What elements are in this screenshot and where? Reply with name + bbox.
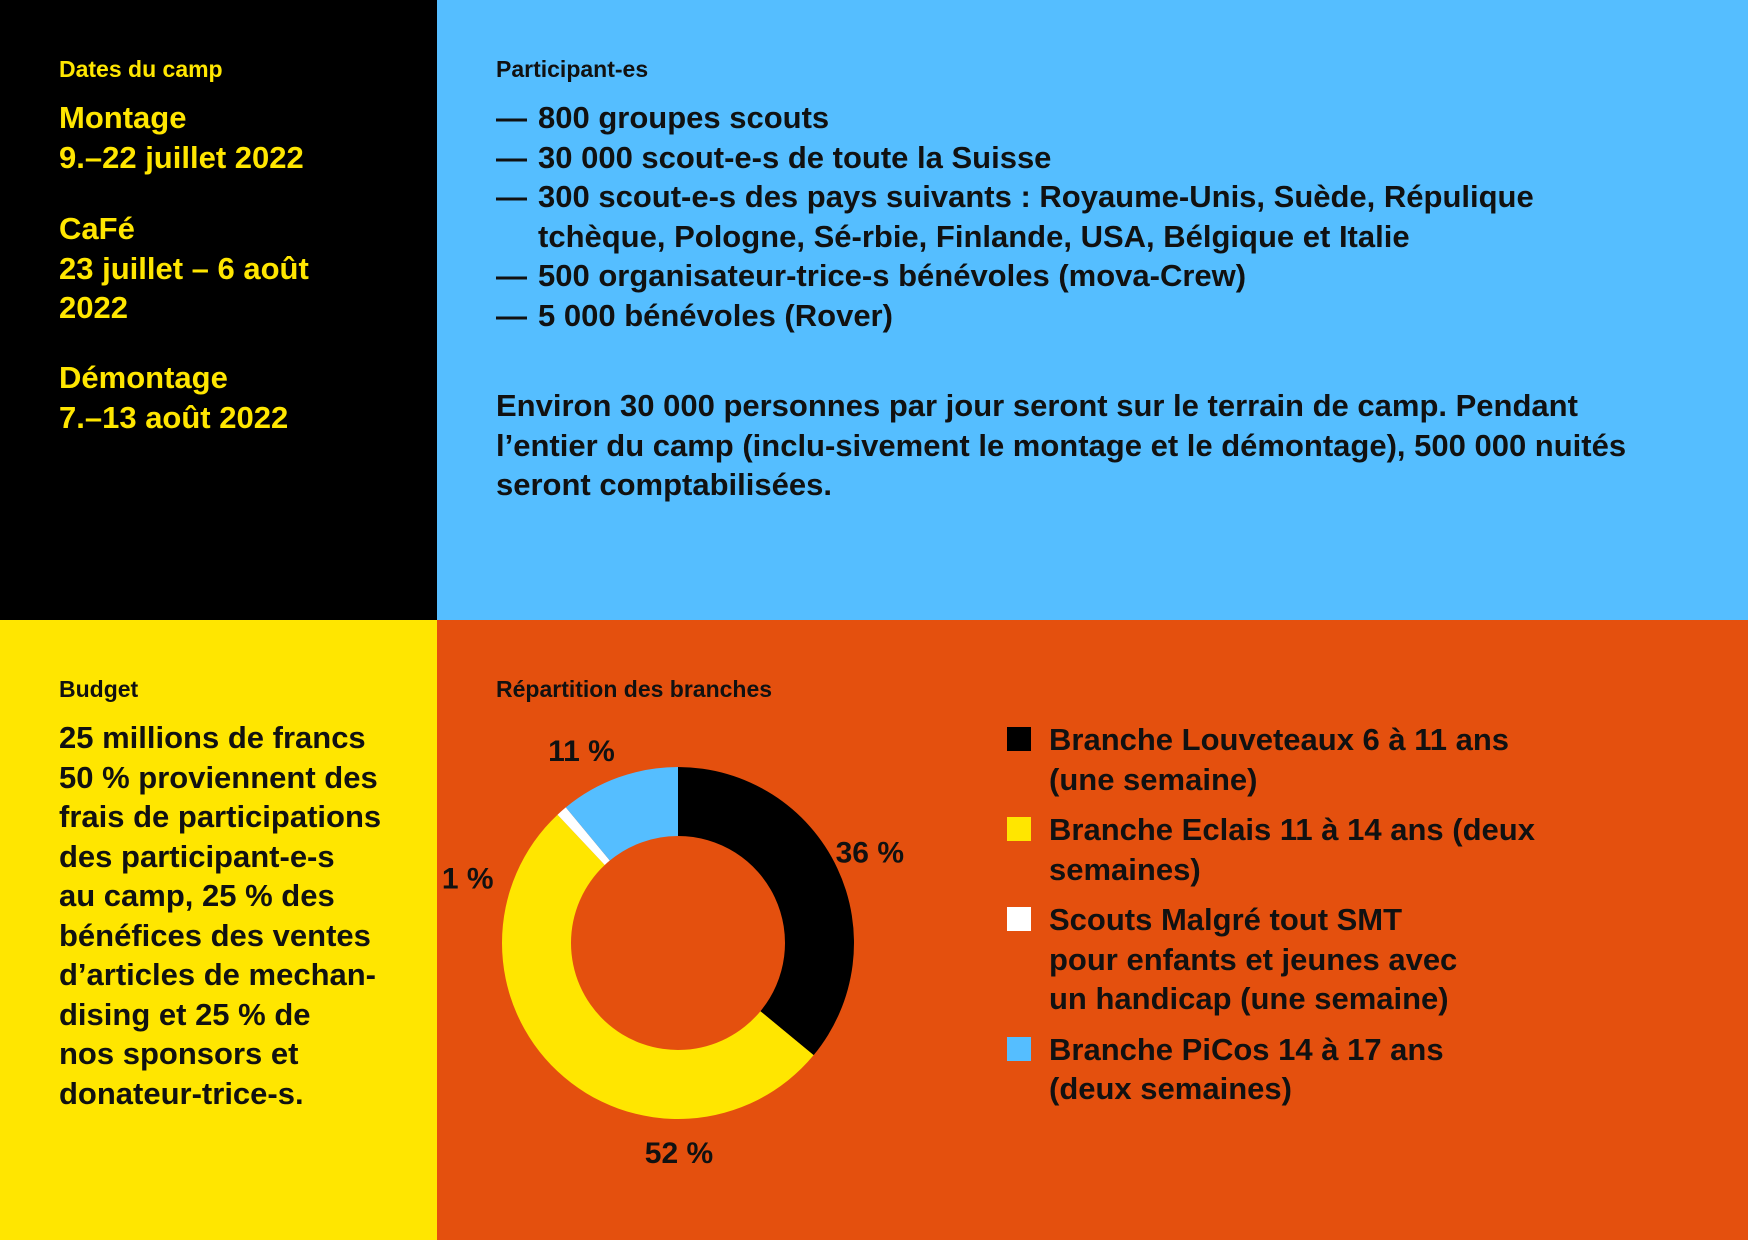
participants-panel [437, 0, 1748, 620]
legend-swatch [1007, 817, 1031, 841]
date-montage: Montage 9.–22 juillet 2022 [59, 100, 304, 175]
legend-swatch [1007, 727, 1031, 751]
list-item [496, 177, 1636, 256]
legend-label: Branche Louveteaux 6 à 11 ans (une semaine) [1049, 722, 1510, 797]
bullet-dash: — [496, 258, 527, 293]
date-demontage: Démontage 7.–13 août 2022 [59, 360, 289, 435]
list-item [496, 296, 1636, 336]
bullet-dash: — [496, 179, 527, 214]
list-item [496, 98, 1636, 138]
budget-panel [0, 620, 437, 1240]
list-item-text: 800 groupes scouts [538, 100, 830, 135]
participants-label: Participant-es [496, 56, 649, 82]
legend-item [1007, 1030, 1627, 1109]
participants-list [496, 98, 1636, 335]
list-item-text: 500 organisateur-trice-s bénévoles (mova-Crew) [538, 258, 1247, 293]
dates-panel [0, 0, 437, 620]
list-item [496, 138, 1636, 178]
slice-label: 52 % [644, 1137, 714, 1170]
list-item-text: 30 000 scout-e-s de toute la Suisse [538, 139, 1052, 175]
chart-legend [1007, 720, 1627, 1120]
date-cafe: CaFé 23 juillet – 6 août 2022 [59, 211, 309, 325]
legend-label: Branche PiCos 14 à 17 ans (deux semaines) [1049, 1031, 1444, 1106]
dates-label: Dates du camp [59, 56, 223, 82]
donut-chart [437, 620, 957, 1240]
legend-item [1007, 720, 1627, 799]
legend-item [1007, 900, 1627, 1019]
bullet-dash: — [496, 100, 527, 135]
list-item-text: 5 000 bénévoles (Rover) [538, 297, 893, 333]
legend-item [1007, 810, 1627, 889]
bullet-dash: — [496, 139, 527, 175]
legend-swatch [1007, 1037, 1031, 1061]
slice-label: 1 % [441, 862, 494, 896]
legend-label: Scouts Malgré tout SMT pour enfants et jeunes avec un handicap (une semaine) [1049, 902, 1458, 1016]
list-item [496, 256, 1636, 296]
budget-text: 25 millions de francs 50 % proviennent des frais de participations des participant-e-s au camp, 25 % des bénéfices des ventes d’articles de mechan- dising et 25 % de nos sponsors et donateur-trice-s. [59, 720, 382, 1111]
slice-label: 11 % [548, 734, 615, 768]
chart-title: Répartition des branches [496, 676, 773, 702]
budget-label: Budget [59, 676, 139, 702]
slice-label: 36 % [835, 836, 905, 870]
chart-panel [437, 620, 1748, 1240]
legend-swatch [1007, 907, 1031, 931]
participants-paragraph: Environ 30 000 personnes par jour seront sur le terrain de camp. Pendant l’entier du camp (inclu-sivement le montage et le démontage), 500 000 nuités seront comptabilisées. [496, 388, 1627, 502]
bullet-dash: — [496, 297, 527, 333]
donut-slice [678, 767, 854, 1055]
list-item-text: 300 scout-e-s des pays suivants : Royaume-Unis, Suède, Répulique tchèque, Pologne, Sé-rbie, Finlande, USA, Bélgique et Italie [538, 179, 1534, 254]
legend-label: Branche Eclais 11 à 14 ans (deux semaines) [1049, 812, 1535, 887]
